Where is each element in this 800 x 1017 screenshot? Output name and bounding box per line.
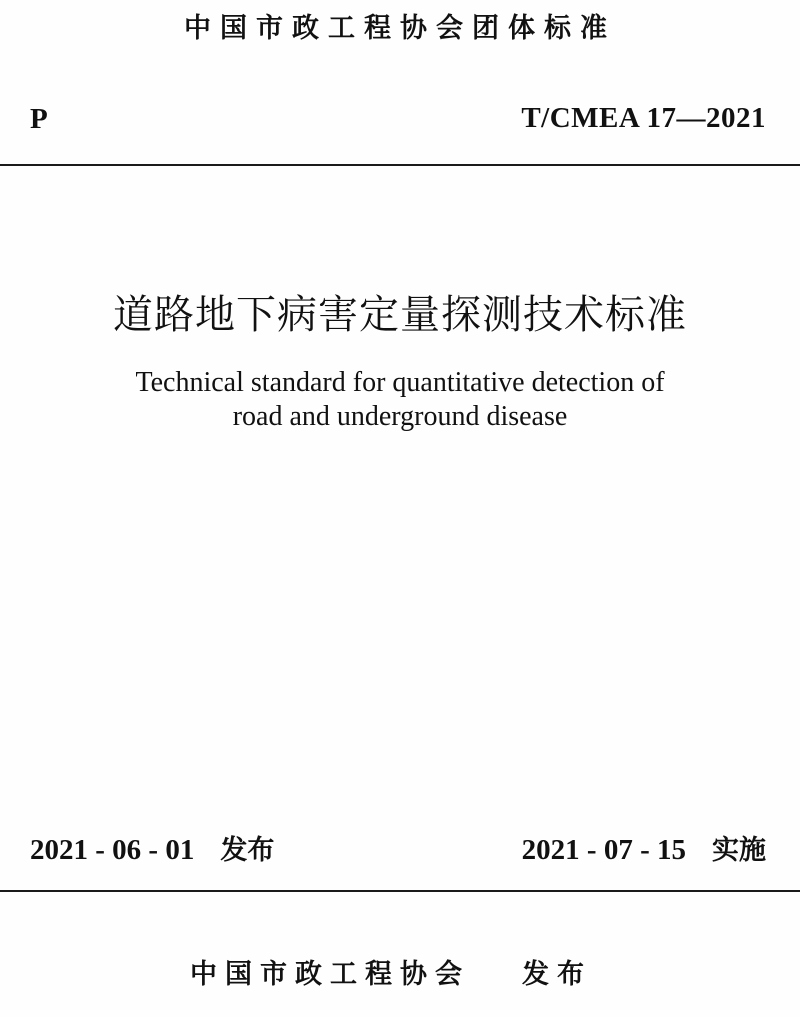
classification-code: P [30,103,48,135]
effective-label: 实施 [712,835,766,866]
title-english-line-2: road and underground disease [232,401,568,432]
bottom-divider [0,890,800,892]
publish-date-block [30,828,274,867]
title-english-line-1: Technical standard for quantitative detection of [135,367,665,398]
publish-label: 发布 [220,835,275,866]
publisher-block [190,952,592,991]
publish-date: 2021 - 06 - 01 [30,834,195,866]
title-chinese: 道路地下病害定量探测技术标准 [113,292,687,338]
effective-date: 2021 - 07 - 15 [521,834,686,866]
effective-date-block [522,828,766,867]
top-divider [0,164,800,166]
standard-number: T/CMEA 17—2021 [521,102,766,134]
publisher-name: 中国市政工程协会 [190,959,470,990]
title-english [0,366,800,434]
organization-standard-header: 中国市政工程协会团体标准 [184,13,616,44]
publisher-action: 发布 [522,959,592,990]
